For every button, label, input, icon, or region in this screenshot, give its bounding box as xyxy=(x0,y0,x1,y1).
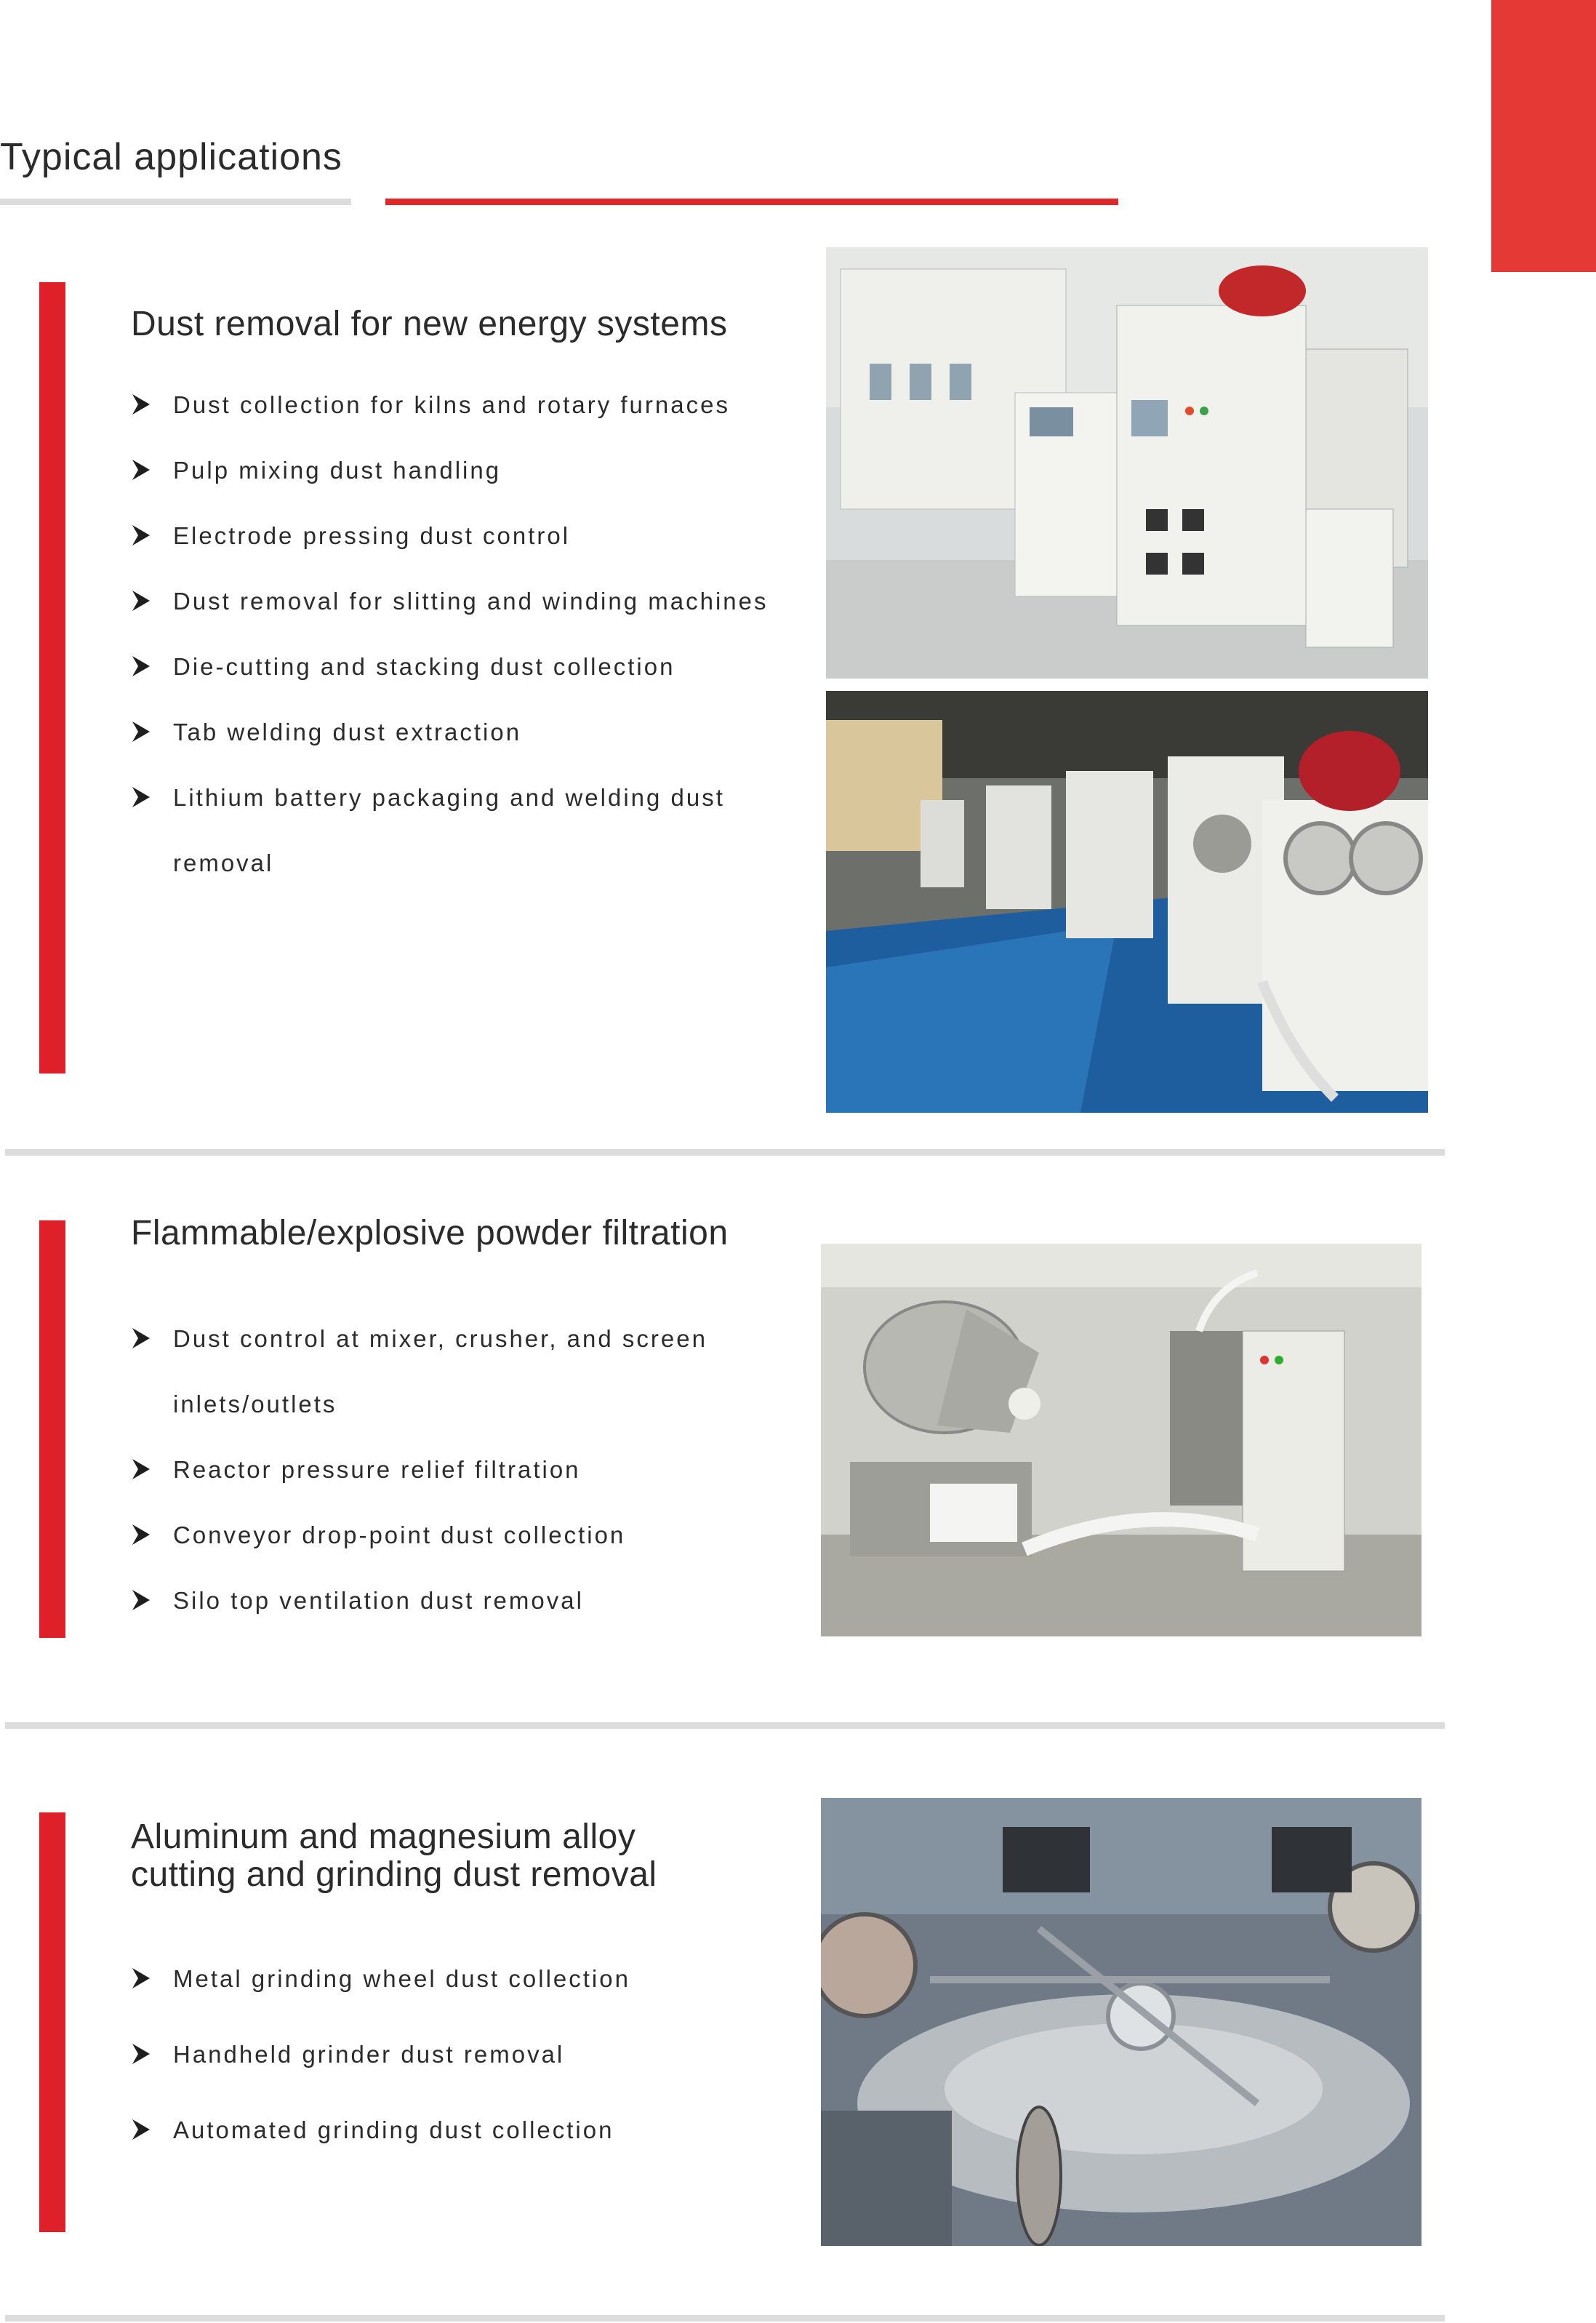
list-item: Die-cutting and stacking dust collection xyxy=(131,653,768,719)
list-item: Lithium battery packaging and welding dust xyxy=(131,784,768,849)
arrow-bullet-icon xyxy=(131,457,151,483)
section-divider xyxy=(5,1149,1445,1156)
section-accent-bar xyxy=(39,1220,65,1638)
application-list xyxy=(131,1325,707,1652)
arrow-bullet-icon xyxy=(131,588,151,614)
photo-dust-collectors-workshop xyxy=(826,691,1428,1113)
list-item-continuation: inlets/outlets xyxy=(173,1391,337,1418)
list-item: Silo top ventilation dust removal xyxy=(131,1587,707,1652)
list-item: Tab welding dust extraction xyxy=(131,719,768,784)
arrow-bullet-icon xyxy=(131,522,151,548)
title-underline-gray xyxy=(0,199,351,205)
arrow-bullet-icon xyxy=(131,719,151,745)
arrow-bullet-icon xyxy=(131,391,151,417)
arrow-bullet-icon xyxy=(131,653,151,679)
list-item: Reactor pressure relief filtration xyxy=(131,1456,707,1522)
list-item: Conveyor drop-point dust collection xyxy=(131,1522,707,1587)
section-divider xyxy=(5,1722,1445,1729)
photo-dust-collectors-cleanroom xyxy=(826,247,1428,679)
list-item: Electrode pressing dust control xyxy=(131,522,768,588)
list-item: Handheld grinder dust removal xyxy=(131,2041,630,2116)
page-title: Typical applications xyxy=(0,136,342,178)
title-underline-red xyxy=(385,199,1118,205)
arrow-bullet-icon xyxy=(131,1456,151,1482)
photo-mixer-dust-collector xyxy=(821,1244,1421,1636)
section-divider xyxy=(5,2315,1445,2322)
arrow-bullet-icon xyxy=(131,1522,151,1548)
arrow-bullet-icon xyxy=(131,1325,151,1351)
list-item: Dust control at mixer, crusher, and screen xyxy=(131,1325,707,1391)
arrow-bullet-icon xyxy=(131,2041,151,2067)
arrow-bullet-icon xyxy=(131,2116,151,2143)
application-list xyxy=(131,1965,630,2192)
section-title: Flammable/explosive powder filtration xyxy=(131,1214,729,1252)
arrow-bullet-icon xyxy=(131,784,151,810)
application-list xyxy=(131,391,768,915)
list-item-continuation: removal xyxy=(173,849,274,876)
section-title-line: cutting and grinding dust removal xyxy=(131,1855,657,1894)
section-accent-bar xyxy=(39,1812,65,2232)
list-item: Pulp mixing dust handling xyxy=(131,457,768,522)
section-title-line: Aluminum and magnesium alloy xyxy=(131,1818,636,1856)
list-item: Automated grinding dust collection xyxy=(131,2116,630,2192)
list-item: Metal grinding wheel dust collection xyxy=(131,1965,630,2041)
list-item: Dust removal for slitting and winding machines xyxy=(131,588,768,653)
section-title xyxy=(131,1818,657,1894)
section-accent-bar xyxy=(39,282,65,1073)
photo-grinding-machine xyxy=(821,1798,1421,2246)
arrow-bullet-icon xyxy=(131,1587,151,1613)
arrow-bullet-icon xyxy=(131,1965,151,1991)
corner-accent-tab xyxy=(1491,0,1596,272)
list-item: Dust collection for kilns and rotary furnaces xyxy=(131,391,768,457)
section-title: Dust removal for new energy systems xyxy=(131,305,728,343)
